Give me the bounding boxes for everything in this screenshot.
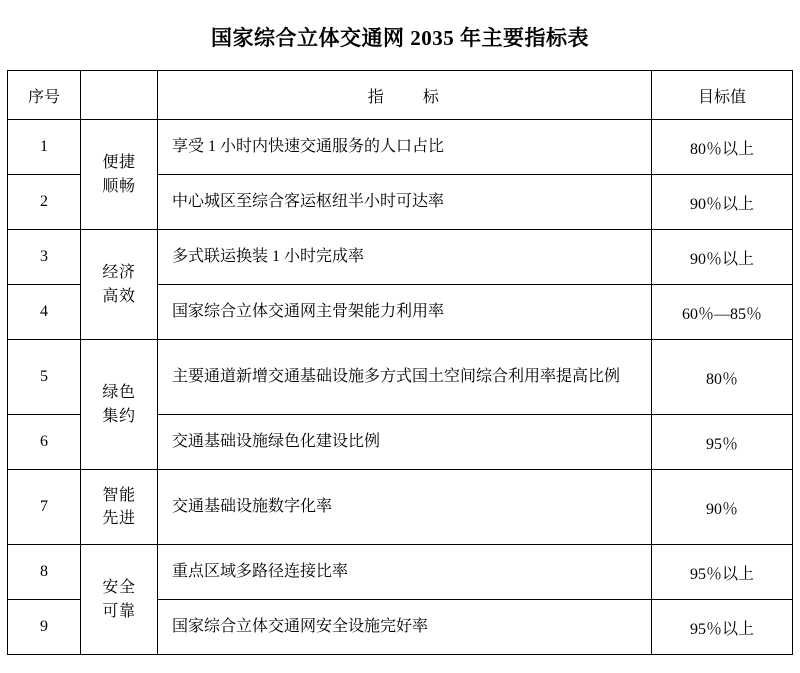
category-line: 集约 (102, 407, 136, 425)
row-no: 8 (8, 545, 81, 600)
table-row (8, 120, 793, 175)
row-target: 90％以上 (652, 175, 793, 230)
row-indicator: 交通基础设施绿色化建设比例 (158, 415, 652, 470)
page-title: 国家综合立体交通网 2035 年主要指标表 (211, 26, 589, 50)
row-category (81, 545, 158, 655)
header-indicator: 指 标 (158, 71, 652, 120)
row-category (81, 120, 158, 230)
row-no: 6 (8, 415, 81, 470)
row-target: 95％以上 (652, 600, 793, 655)
category-line: 可靠 (102, 602, 136, 620)
row-category (81, 230, 158, 340)
row-category (81, 470, 158, 545)
category-line: 先进 (102, 510, 136, 527)
category-line: 经济 (102, 264, 136, 282)
row-indicator: 主要通道新增交通基础设施多方式国土空间综合利用率提高比例 (158, 340, 652, 415)
row-target: 95％以上 (652, 545, 793, 600)
category-line: 便捷 (102, 154, 136, 172)
category-line: 安全 (102, 579, 136, 597)
row-no: 9 (8, 600, 81, 655)
row-target: 95％ (652, 415, 793, 470)
table-header-row (8, 71, 793, 120)
row-indicator: 重点区域多路径连接比率 (158, 545, 652, 600)
row-category (81, 340, 158, 470)
category-line: 高效 (102, 287, 136, 305)
row-no: 5 (8, 340, 81, 415)
table-row (8, 230, 793, 285)
table-row (8, 340, 793, 415)
row-no: 3 (8, 230, 81, 285)
row-indicator: 多式联运换装 1 小时完成率 (158, 230, 652, 285)
category-line: 顺畅 (102, 177, 136, 195)
category-line: 智能 (102, 486, 136, 504)
row-indicator: 享受 1 小时内快速交通服务的人口占比 (158, 120, 652, 175)
row-target: 80％以上 (652, 120, 793, 175)
header-no: 序号 (8, 71, 81, 120)
header-target: 目标值 (652, 71, 793, 120)
row-no: 4 (8, 285, 81, 340)
table-row (8, 470, 793, 545)
header-category (81, 71, 158, 120)
row-no: 7 (8, 470, 81, 545)
table-body (8, 120, 793, 655)
category-line: 绿色 (102, 384, 136, 402)
row-indicator: 国家综合立体交通网主骨架能力利用率 (158, 285, 652, 340)
row-target: 60％—85％ (652, 285, 793, 340)
row-indicator: 国家综合立体交通网安全设施完好率 (158, 600, 652, 655)
row-target: 90％ (652, 470, 793, 545)
row-no: 1 (8, 120, 81, 175)
table-header (8, 71, 793, 120)
row-target: 90％以上 (652, 230, 793, 285)
row-target: 80％ (652, 340, 793, 415)
indicator-table (7, 70, 793, 655)
row-no: 2 (8, 175, 81, 230)
row-indicator: 中心城区至综合客运枢纽半小时可达率 (158, 175, 652, 230)
table-row (8, 545, 793, 600)
row-indicator: 交通基础设施数字化率 (158, 470, 652, 545)
